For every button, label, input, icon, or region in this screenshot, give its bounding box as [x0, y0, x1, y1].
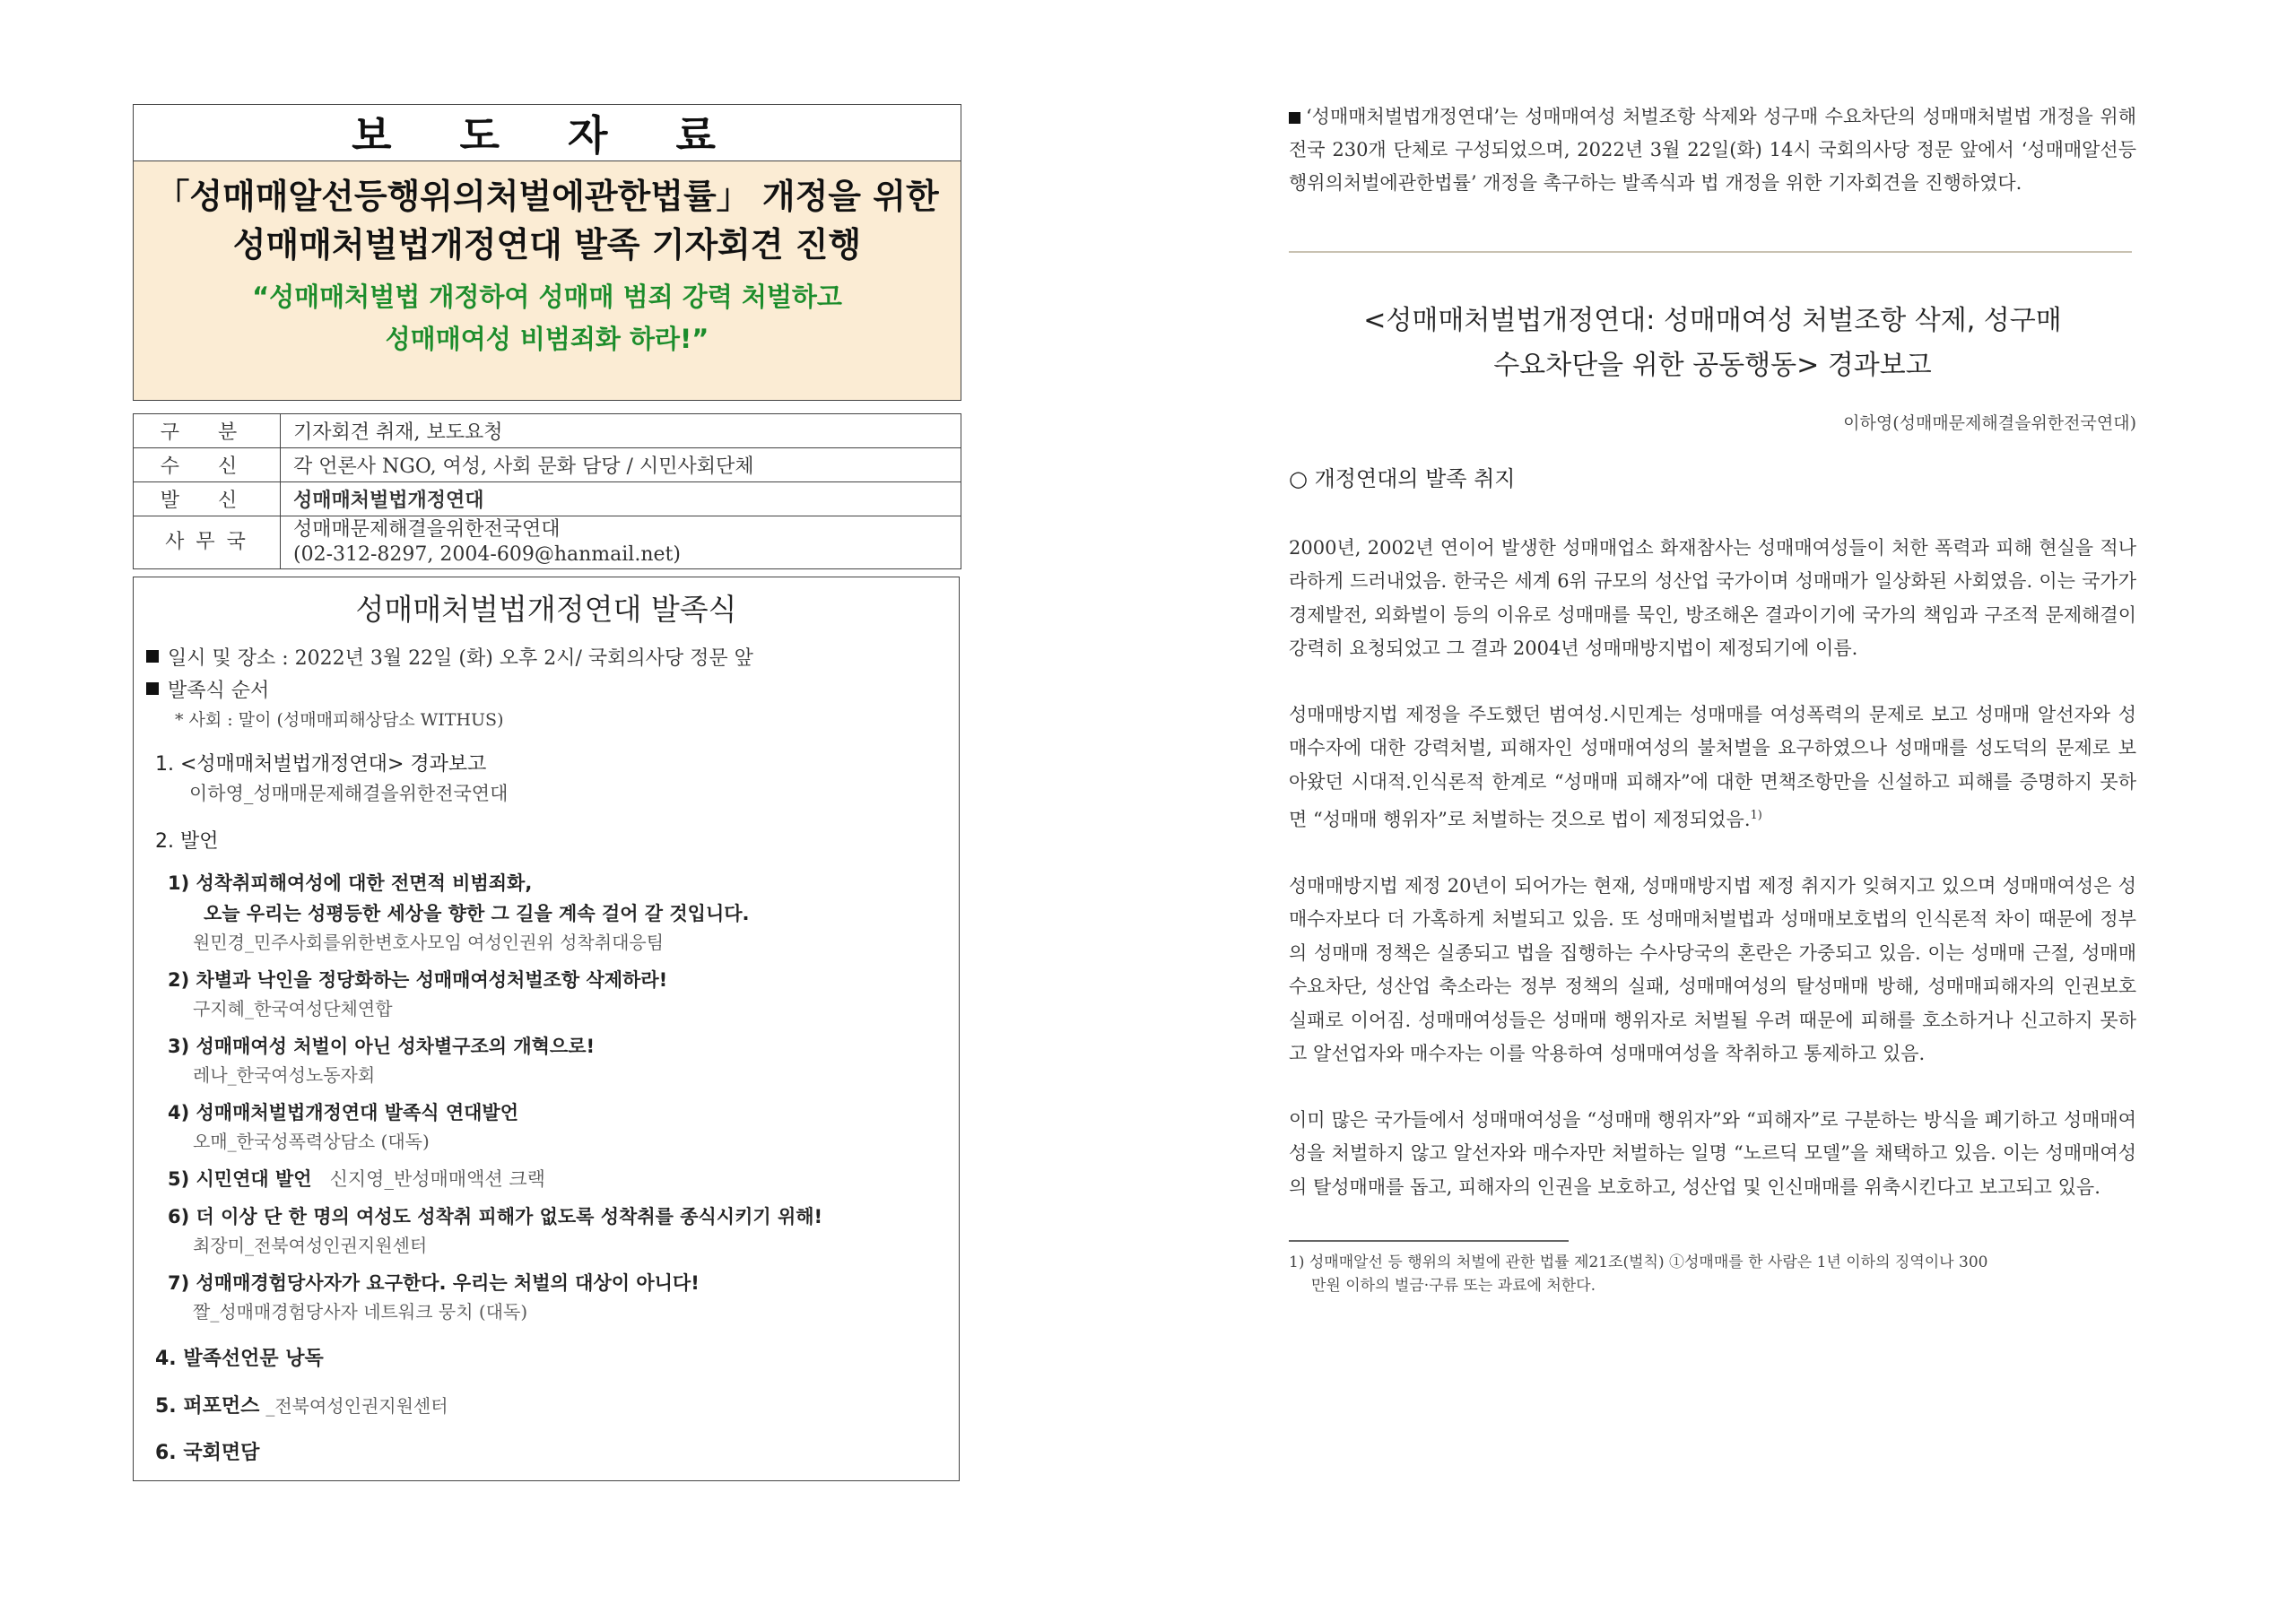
- footnote-line-2: 만원 이하의 벌금·구류 또는 과료에 처한다.: [1311, 1276, 1596, 1295]
- when-where-text: 일시 및 장소 : 2022년 3월 22일 (화) 오후 2시/ 국회의사당 정문 앞: [168, 646, 753, 670]
- footnote: [1289, 1251, 2136, 1297]
- ceremony-body: [134, 640, 959, 1470]
- when-where: [146, 640, 959, 672]
- body-paragraph-2: [1289, 698, 2136, 837]
- speech-title-text: 3) 성매매여성 처벌이 아닌 성차별구조의 개혁으로!: [168, 1036, 596, 1057]
- report-title-line-2: 수요차단을 위한 공동행동> 경과보고: [1493, 349, 1932, 381]
- program-item-5: [146, 1390, 959, 1423]
- body-paragraph-1: 2000년, 2002년 연이어 발생한 성매매업소 화재참사는 성매매여성들이 처한 폭력과 피해 현실을 적나라하게 드러내었음. 한국은 세계 6위 규모의 성산업 국가이며 성매매가 일상화된 사회였음. 이는 국가가 경제발전, 외화벌이 등의 이유로 성매매를 묵인, 방조해온 결과이기에 국가의 책임과 구조적 문제해결이 강력히 요청되었고 그 결과 2004년 성매매방지법이 제정되기에 이름.: [1289, 536, 2136, 659]
- speech-3-title: [146, 1031, 959, 1062]
- speech-title-text: 7) 성매매경험당사자가 요구한다. 우리는 처벌의 대상이 아니다!: [168, 1272, 700, 1294]
- info-table: [133, 413, 961, 569]
- intro-paragraph: [1289, 100, 2136, 200]
- press-release-title: 보 도 자 료: [134, 105, 961, 161]
- program-item-4: [146, 1343, 959, 1375]
- host-note: * 사회 : 말이 (성매매피해상담소 WITHUS): [175, 710, 504, 730]
- slogan-line-2: 성매매여성 비범죄화 하라!”: [385, 324, 709, 354]
- speech-4-speaker: 오매_한국성폭력상담소 (대독): [193, 1131, 430, 1152]
- program-item-6: [146, 1437, 959, 1470]
- speech-4-title: [146, 1097, 959, 1128]
- body-paragraph-2-text: 성매매방지법 제정을 주도했던 범여성.시민계는 성매매를 여성폭력의 문제로 보고 성매매 알선자와 성매수자에 대한 강력처벌, 피해자인 성매매여성의 불처벌을 요구하였으나 성매매를 성도덕의 문제로 보아왔던 시대적.인식론적 한계로 “성매매 피해자”에 대한 면책조항만을 신설하고 피해를 증명하지 못하면 “성매매 행위자”로 처벌하는 것으로 법이 제정되었음.: [1289, 703, 2136, 830]
- info-key: 구 분: [134, 414, 281, 448]
- info-key: 발 신: [134, 482, 281, 516]
- info-value: 성매매처벌법개정연대: [281, 482, 961, 516]
- speech-5-speaker: 신지영_반성매매액션 크랙: [329, 1168, 545, 1190]
- report-title-line-1: <성매매처벌법개정연대: 성매매여성 처벌조항 삭제, 성구매: [1363, 304, 2062, 336]
- report-title: [1289, 299, 2136, 388]
- headline-line-1: 「성매매알선등행위의처벌에관한법률」 개정을 위한: [155, 177, 939, 216]
- program-item-label: 6. 국회면담: [155, 1442, 260, 1464]
- speech-5: [146, 1164, 959, 1194]
- headline-block: [134, 161, 961, 400]
- speech-1-speaker: 원민경_민주사회를위한변호사모임 여성인권위 성착취대응팀: [193, 932, 665, 953]
- press-release-header: [133, 104, 961, 401]
- headline-line-2: 성매매처벌법개정연대 발족 기자회견 진행: [232, 225, 862, 265]
- speech-1-title-cont: [146, 898, 959, 929]
- info-value: 각 언론사 NGO, 여성, 사회 문화 담당 / 시민사회단체: [281, 448, 961, 482]
- body-paragraph-4: 이미 많은 국가들에서 성매매여성을 “성매매 행위자”와 “피해자”로 구분하는 방식을 폐기하고 성매매여성을 처벌하지 않고 알선자와 매수자만 처벌하는 일명 “노르딕 모델”을 채택하고 있음. 이는 성매매여성의 탈성매매를 돕고, 피해자의 인권을 보호하고, 성산업 및 인신매매를 위축시킨다고 보고되고 있음.: [1289, 1108, 2136, 1198]
- info-row-recipient: [134, 448, 961, 482]
- footnote-line-1: 1) 성매매알선 등 행위의 처벌에 관한 법률 제21조(벌칙) ①성매매를 한 사람은 1년 이하의 징역이나 300: [1289, 1253, 1988, 1271]
- info-row-sender: [134, 482, 961, 516]
- program-item-2: [146, 827, 959, 857]
- speech-2-title: [146, 965, 959, 995]
- speech-title-text: 5) 시민연대 발언: [168, 1168, 312, 1190]
- program-order-text: 발족식 순서: [168, 679, 270, 702]
- speech-6-speaker: 최장미_전북여성인권지원센터: [193, 1235, 428, 1256]
- slogan-line-1: “성매매처벌법 개정하여 성매매 범죄 강력 처벌하고: [252, 282, 842, 312]
- speech-7-title: [146, 1268, 959, 1298]
- speech-title-text: 오늘 우리는 성평등한 세상을 향한 그 길을 계속 걸어 갈 것입니다.: [204, 903, 750, 924]
- speech-3-speaker: 레나_한국여성노동자회: [193, 1064, 376, 1086]
- program-item-label: 5. 퍼포먼스: [155, 1395, 260, 1418]
- body-paragraph-3: 성매매방지법 제정 20년이 되어가는 현재, 성매매방지법 제정 취지가 잊혀지고 있으며 성매매여성은 성매수자보다 더 가혹하게 처벌되고 있음. 또 성매매처벌법과 성매매보호법의 인식론적 차이 때문에 정부의 성매매 정책은 실종되고 법을 집행하는 수사당국의 혼란은 가중되고 있음. 이는 성매매 근절, 성매매 수요차단, 성산업 축소라는 정부 정책의 실패, 성매매여성의 탈성매매 방해, 성매매피해자의 인권보호 실패로 이어짐. 성매매여성들은 성매매 행위자로 처벌될 우려 때문에 피해를 호소하거나 신고하지 못하고 알선업자와 매수자는 이를 악용하여 성매매여성을 착취하고 통제하고 있음.: [1289, 874, 2136, 1064]
- speech-1-title: [146, 868, 959, 898]
- right-column: [1289, 100, 2136, 1297]
- footnote-divider: [1289, 1240, 1569, 1242]
- section-divider: [1289, 251, 2132, 253]
- ceremony-title: 성매매처벌법개정연대 발족식: [355, 592, 737, 627]
- info-value: [281, 516, 961, 569]
- intro-text: ‘성매매처벌법개정연대’는 성매매여성 처벌조항 삭제와 성구매 수요차단의 성매매처벌법 개정을 위해 전국 230개 단체로 구성되었으며, 2022년 3월 22일(화) 14시 국회의사당 정문 앞에서 ‘성매매알선등행위의처벌에관한법률’ 개정을 촉구하는 발족식과 법 개정을 위한 기자회견을 진행하였다.: [1289, 106, 2136, 194]
- program-item-5-performer: _전북여성인권지원센터: [265, 1395, 448, 1417]
- info-key: 수 신: [134, 448, 281, 482]
- info-row-category: [134, 414, 961, 448]
- bullet-square-icon: [1289, 112, 1300, 124]
- speech-title-text: 4) 성매매처벌법개정연대 발족식 연대발언: [168, 1102, 519, 1123]
- section-heading: ○ 개정연대의 발족 취지: [1289, 465, 1516, 491]
- info-row-office: [134, 516, 961, 569]
- info-value: 기자회견 취재, 보도요청: [281, 414, 961, 448]
- bullet-square-icon: [146, 682, 159, 695]
- program-item-label: 1. <성매매처벌법개정연대> 경과보고: [155, 753, 487, 776]
- program-item-1-speaker: 이하영_성매매문제해결을위한전국연대: [189, 783, 509, 804]
- program-item-1: [146, 750, 959, 780]
- office-contact: (02-312-8297, 2004-609@hanmail.net): [293, 543, 681, 566]
- speech-title-text: 6) 더 이상 단 한 명의 여성도 성착취 피해가 없도록 성착취를 종식시키기 위해!: [168, 1206, 823, 1227]
- footnote-ref: 1): [1750, 809, 1762, 822]
- speech-7-speaker: 짤_성매매경험당사자 네트워크 뭉치 (대독): [193, 1301, 528, 1323]
- bullet-square-icon: [146, 650, 159, 663]
- ceremony-box: [133, 577, 960, 1481]
- speech-title-text: 1) 성착취피해여성에 대한 전면적 비범죄화,: [168, 872, 533, 894]
- speech-6-title: [146, 1201, 959, 1232]
- office-name: 성매매문제해결을위한전국연대: [293, 518, 561, 541]
- program-order: [146, 672, 959, 705]
- program-item-label: 4. 발족선언문 낭독: [155, 1348, 324, 1370]
- info-key: 사 무 국: [134, 516, 281, 569]
- report-author: 이하영(성매매문제해결을위한전국연대): [1843, 412, 2136, 433]
- speech-title-text: 2) 차별과 낙인을 정당화하는 성매매여성처벌조항 삭제하라!: [168, 969, 668, 991]
- speech-2-speaker: 구지혜_한국여성단체연합: [193, 998, 393, 1019]
- program-item-label: 2. 발언: [155, 830, 219, 853]
- left-column: [133, 104, 961, 1481]
